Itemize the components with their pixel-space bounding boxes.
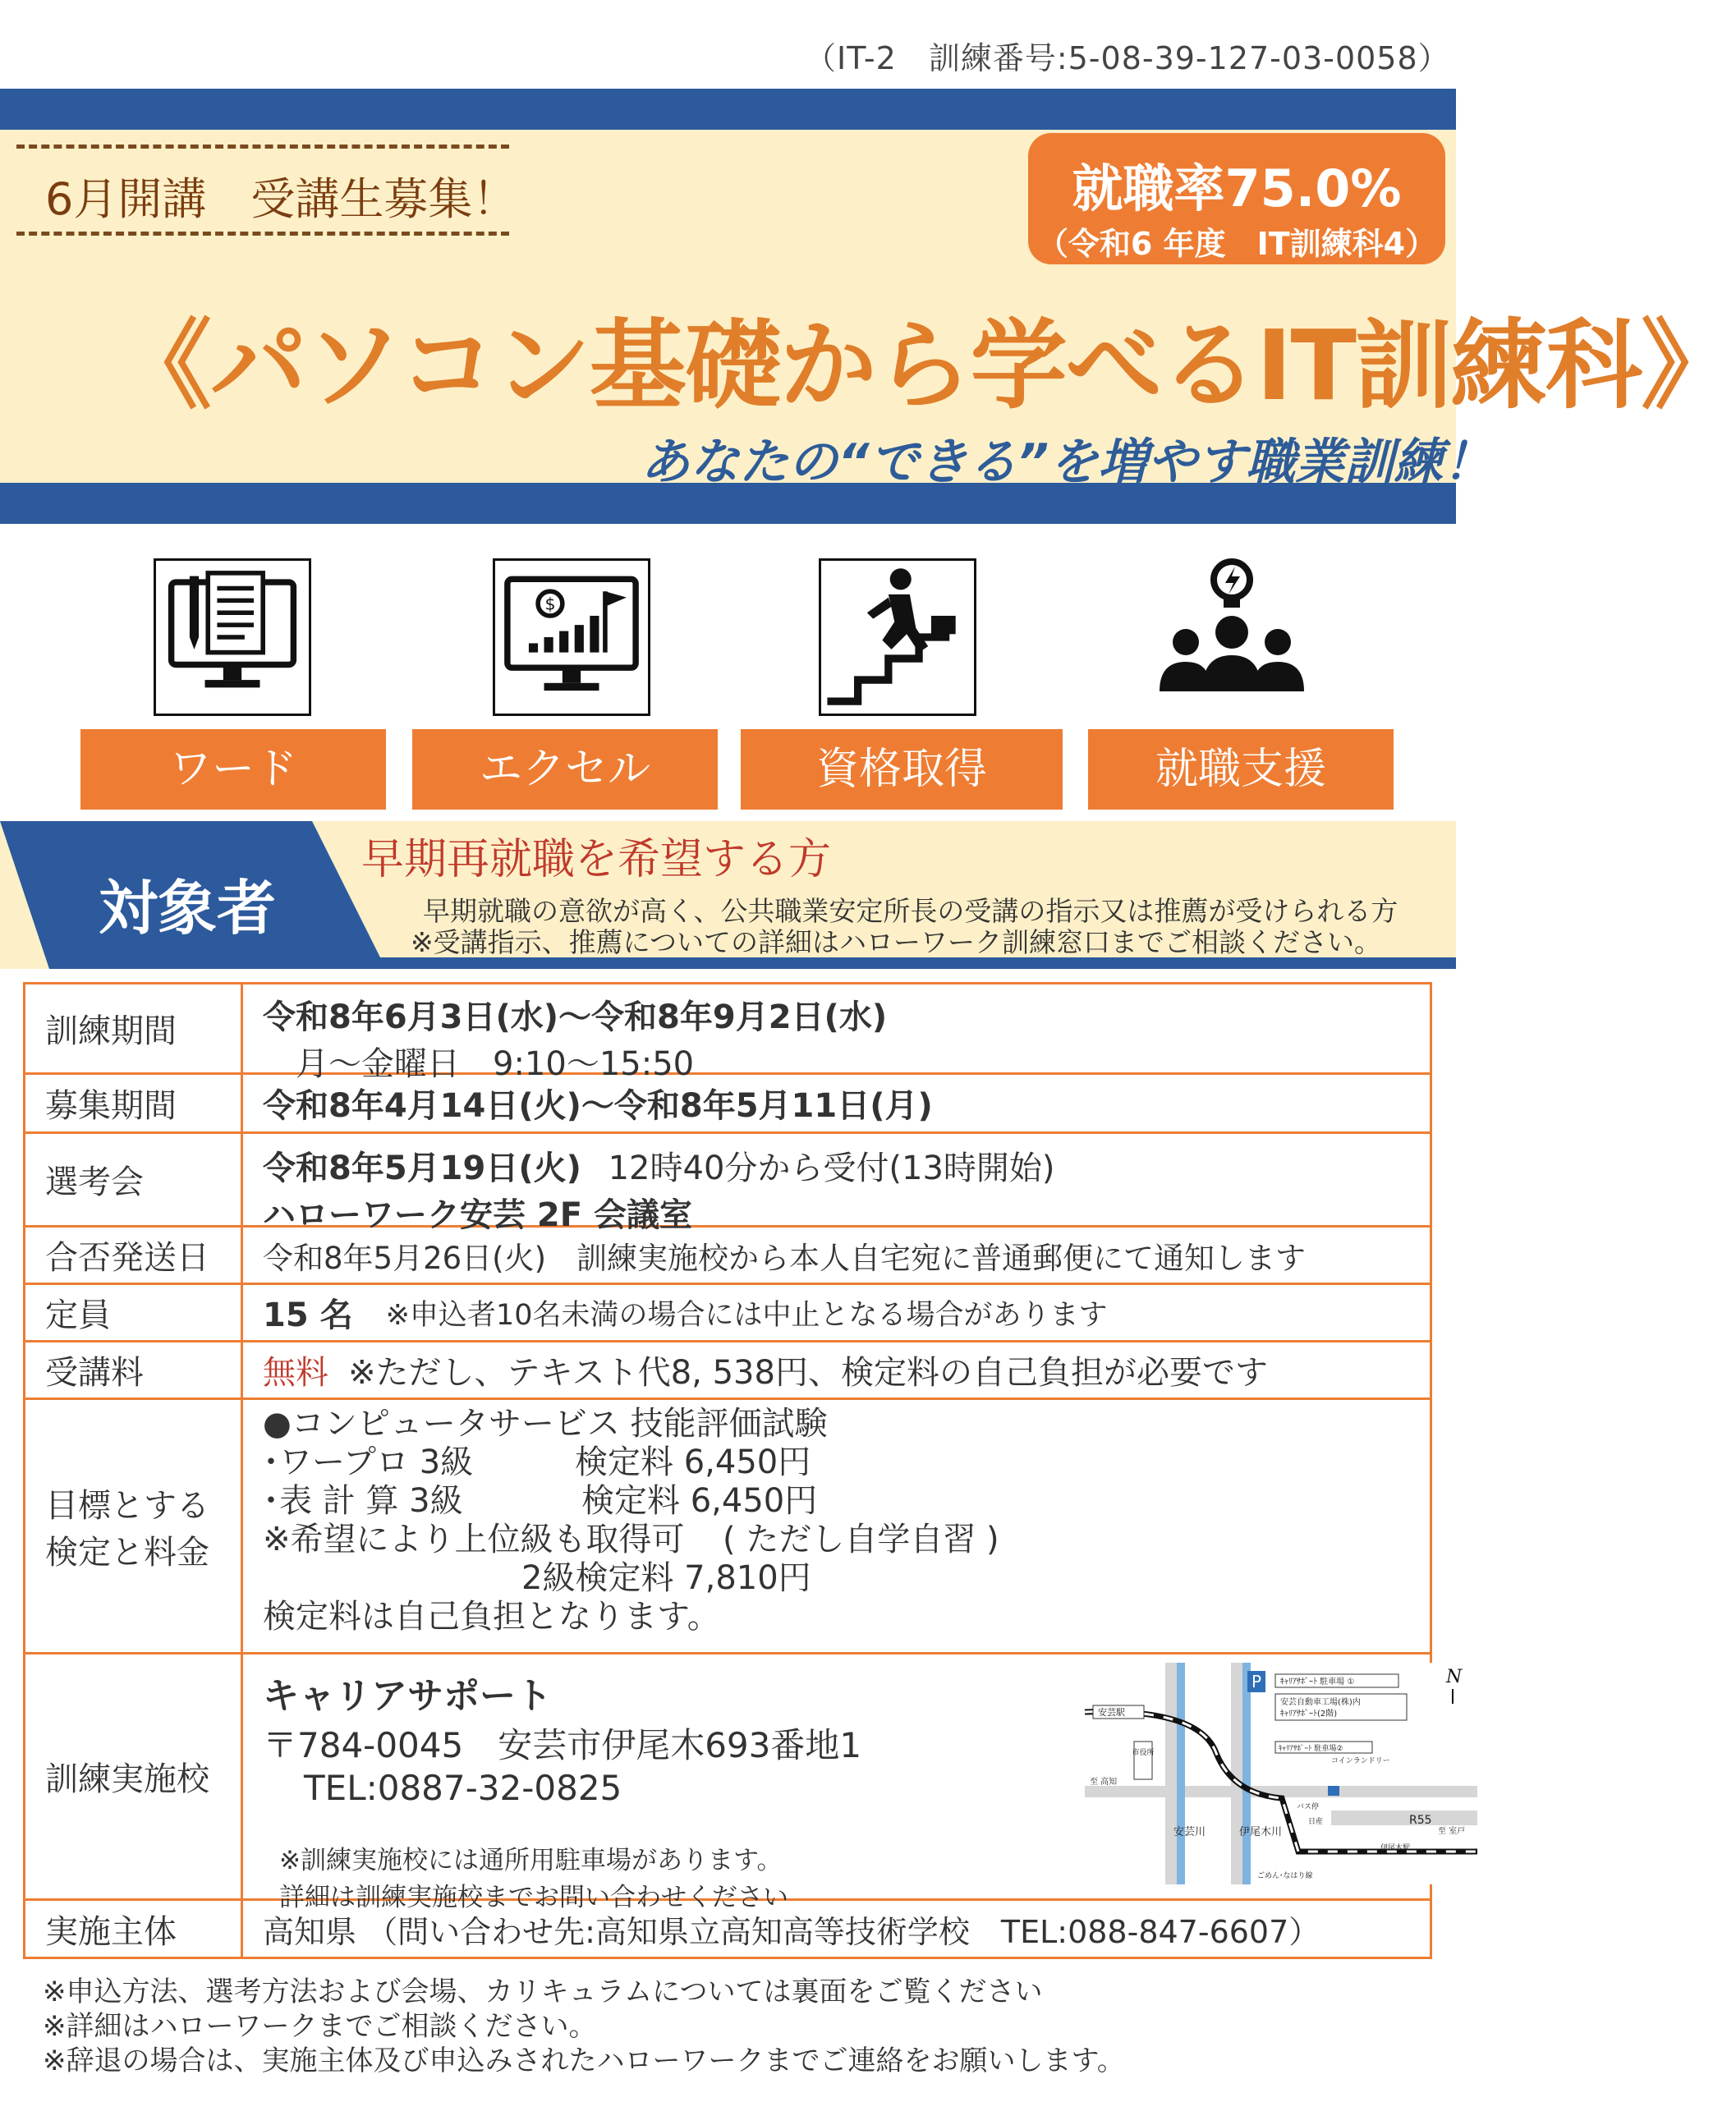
feature-certification: 資格取得 [741,729,1063,810]
target-label: 対象者 [99,874,277,943]
row-organizer [25,1901,1430,1957]
document-monitor-icon [154,558,311,716]
map-label-river2: 伊尾木川 [1239,1826,1283,1838]
cert-self-pay: 検定料は自己負担となります。 [263,1598,720,1636]
row-label: 受講料 [25,1342,243,1398]
row-label: 訓練期間 [25,984,243,1072]
map-label-muroto: 至 室戸 [1438,1827,1466,1836]
selection-time: 12時40分から受付(13時開始) [608,1150,1055,1187]
stair-climb-icon [819,558,976,716]
row-selection [25,1134,1430,1234]
result-date: 令和8年5月26日(火) 訓練実施校から本人自宅宛に普通郵便にて通知します [263,1240,1307,1276]
row-label [25,1400,243,1652]
opening-month: 6月開講 受講生募集！ [45,173,517,225]
parking-note: ※訓練実施校には通所用駐車場があります。 [279,1846,783,1875]
inquiry-note: 詳細は訓練実施校までお問い合わせください [279,1883,788,1912]
cert-word: ･ワープロ 3級 [263,1443,474,1481]
row-value [243,984,1430,1083]
map-label-parking: ｷｬﾘｱｻﾎﾟｰﾄ 駐車場 ① [1280,1677,1355,1687]
school-address: 〒784-0045 安芸市伊尾木693番地1 [263,1725,862,1765]
row-school [25,1655,1466,1912]
period-hours: 月～金曜日 9:10～15:50 [296,1045,695,1083]
svg-text:$: $ [544,594,556,614]
map-label-nissan: 日産 [1308,1818,1324,1826]
note-consult: ※詳細はハローワークまでご相談ください。 [43,2010,597,2043]
row-label: 実施主体 [25,1901,243,1957]
map-label-kochi: 至 高知 [1090,1778,1118,1787]
map-label-river1: 安芸川 [1173,1826,1206,1838]
capacity-value: 15 名 [263,1297,353,1334]
map-label-factory: 安芸自動車工場(株)内 [1280,1698,1361,1707]
row-value [243,1285,1430,1340]
row-certification [25,1400,1430,1655]
selection-venue: ハローワーク安芸 2F 会議室 [263,1196,693,1234]
row-value [243,1342,1430,1398]
school-name: キャリアサポート [263,1675,552,1717]
row-recruit-period [25,1075,1430,1134]
period-dates: 令和8年6月3日(水)～令和8年9月2日(水) [263,998,888,1036]
school-tel: TEL:0887-32-0825 [304,1768,622,1808]
note-withdrawal: ※辞退の場合は、実施主体及び申込みされたハローワークまでご連絡をお願いします。 [43,2045,1125,2077]
map-label-railway: ごめん･なはり線 [1257,1872,1313,1880]
cert-label-2: 検定と料金 [45,1533,209,1572]
feature-job-support: 就職支援 [1088,729,1394,810]
recruit-dates: 令和8年4月14日(火)～令和8年5月11日(月) [263,1087,933,1125]
map-label-store: コインランドリー [1331,1757,1390,1765]
row-value [243,1400,1430,1652]
map-north: N [1446,1667,1463,1687]
map-label-parking2: ｷｬﾘｱｻﾎﾟｰﾄ 駐車場② [1279,1745,1343,1753]
dashed-line-bottom [16,232,509,236]
map-label-school: ｷｬﾘｱｻﾎﾟｰﾄ(2階) [1280,1710,1338,1719]
cert-excel: ･表 計 算 3級 [263,1482,463,1520]
selection-date: 令和8年5月19日(火) [263,1150,581,1187]
access-map [1085,1663,1477,1884]
row-capacity [25,1285,1430,1342]
row-label: 募集期間 [25,1075,243,1131]
target-description: 早期就職の意欲が高く、公共職業安定所長の受講の指示又は推薦が受けられる方 [423,895,1398,927]
cert-upper: ※希望により上位級も取得可 [263,1521,685,1558]
employment-rate-badge [1028,133,1445,264]
catchphrase: あなたの“できる”を増やす職業訓練！ [641,434,1493,491]
feature-excel: エクセル [412,729,718,810]
info-table [23,982,1466,1959]
map-label-station: 安芸駅 [1098,1707,1125,1718]
map-label-bus: バス停 [1297,1803,1320,1811]
fee-free: 無料 [263,1354,328,1392]
feature-word: ワード [80,729,386,810]
course-title: 《パソコン基礎から学べるIT訓練科》 [115,309,1736,422]
svg-text:P: P [1251,1672,1262,1691]
row-label: 選考会 [25,1134,243,1225]
organizer-contact: 高知県 （問い合わせ先:高知県立高知高等技術学校 TEL:088-847-6607） [263,1913,1320,1950]
cert-excel-fee: 検定料 6,450円 [581,1482,818,1520]
fee-note: ※ただし、テキスト代8, 538円、検定料の自己負担が必要です [348,1354,1268,1392]
cert-exam: ●コンピュータサービス 技能評価試験 [263,1405,828,1443]
cert-label-1: 目標とする [45,1486,209,1525]
note-application: ※申込方法、選考方法および会場、カリキュラムについては裏面をご覧ください [43,1976,1043,2008]
cert-level2-fee: 2級検定料 7,810円 [521,1559,811,1597]
target-title: 早期再就職を希望する方 [361,835,832,884]
target-note: ※受講指示、推薦についての詳細はハローワーク訓練窓口までご相談ください。 [411,926,1381,958]
cert-word-fee: 検定料 6,450円 [575,1443,811,1481]
cert-self-study: ( ただし自学自習 ) [723,1521,999,1558]
row-value [243,1134,1430,1234]
row-training-period [25,984,1430,1083]
training-code: （IT-2 訓練番号:5-08-39-127-03-0058） [805,40,1450,76]
capacity-note: ※申込者10名未満の場合には中止となる場合があります [385,1298,1108,1332]
map-label-iogi: 伊尾木駅 [1380,1844,1411,1852]
banner-top-bar [0,89,1456,130]
row-result-date [25,1228,1430,1285]
chart-monitor-icon [493,558,650,716]
row-label: 合否発送日 [25,1228,243,1283]
row-value [243,1655,1466,1912]
map-label-city: 市役所 [1132,1749,1155,1757]
dashed-line-top [16,145,509,149]
map-label-route: R55 [1409,1814,1432,1827]
employment-rate-note: （令和6 年度 IT訓練科4） [1036,226,1437,262]
team-idea-icon [1150,550,1314,714]
row-label: 定員 [25,1285,243,1340]
row-label: 訓練実施校 [25,1655,243,1898]
employment-rate: 就職率75.0% [1072,158,1402,218]
row-fee [25,1342,1430,1400]
